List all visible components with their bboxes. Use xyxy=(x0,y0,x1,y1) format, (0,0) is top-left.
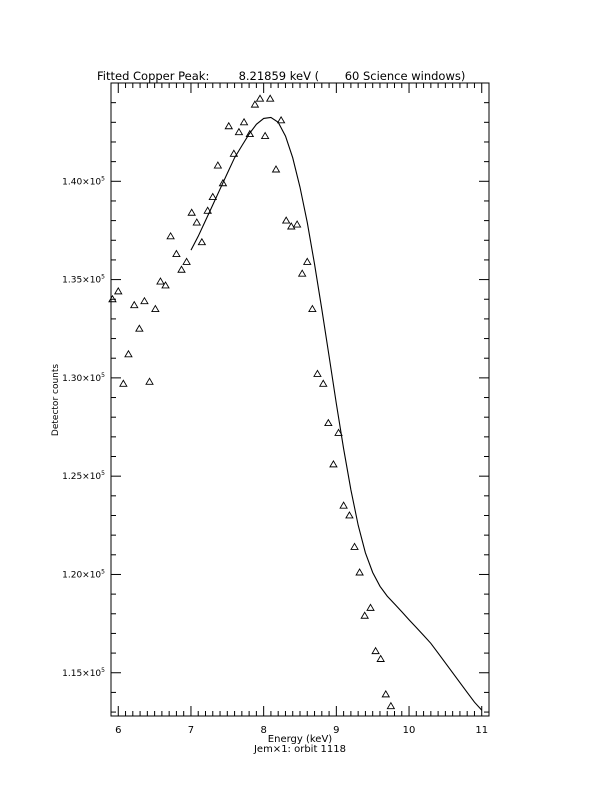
data-point xyxy=(314,370,321,376)
y-axis-label: Detector counts xyxy=(51,363,61,437)
data-point xyxy=(299,270,306,276)
data-point xyxy=(198,239,205,245)
y-tick-label: $1.15\times 10^5$ xyxy=(62,666,105,679)
data-point xyxy=(241,119,248,125)
data-point xyxy=(173,251,180,257)
data-point xyxy=(183,258,190,264)
data-point xyxy=(340,502,347,508)
data-point xyxy=(125,351,132,357)
x-axis-label: Energy (keV) xyxy=(267,734,333,745)
data-point xyxy=(387,703,394,709)
chart-subtitle: Jem×1: orbit 1118 xyxy=(253,744,347,755)
data-point xyxy=(367,604,374,610)
x-tick-label: 8 xyxy=(260,725,267,736)
data-point xyxy=(377,655,384,661)
x-tick-label: 7 xyxy=(187,725,195,736)
y-tick-label: $1.20\times 10^5$ xyxy=(62,568,105,581)
data-point xyxy=(193,219,200,225)
data-point xyxy=(214,162,221,168)
data-point xyxy=(330,461,337,467)
data-point xyxy=(351,543,358,549)
data-point xyxy=(136,325,143,331)
data-point xyxy=(235,129,242,135)
data-point xyxy=(120,380,127,386)
data-point xyxy=(304,258,311,264)
data-point xyxy=(167,233,174,239)
data-point xyxy=(346,512,353,518)
data-point xyxy=(273,166,280,172)
fit-curve xyxy=(191,117,482,710)
data-point xyxy=(309,306,316,312)
axes xyxy=(62,83,489,736)
data-point xyxy=(225,123,232,129)
data-point xyxy=(283,217,290,223)
data-point xyxy=(278,117,285,123)
x-tick-label: 6 xyxy=(115,725,122,736)
data-point xyxy=(361,612,368,618)
data-marks xyxy=(109,95,482,710)
y-tick-label: $1.30\times 10^5$ xyxy=(62,371,105,384)
data-point xyxy=(257,95,264,101)
data-point xyxy=(382,691,389,697)
data-point xyxy=(356,569,363,575)
data-point xyxy=(267,95,274,101)
chart-title: Fitted Copper Peak: 8.21859 keV ( 60 Science windows) xyxy=(97,69,466,83)
data-point xyxy=(141,298,148,304)
data-point xyxy=(262,133,269,139)
x-tick-label: 11 xyxy=(475,725,489,736)
data-point xyxy=(325,420,332,426)
data-point xyxy=(146,378,153,384)
data-point xyxy=(157,278,164,284)
data-point xyxy=(320,380,327,386)
y-tick-label: $1.25\times 10^5$ xyxy=(62,470,105,483)
data-point xyxy=(131,302,138,308)
x-tick-label: 9 xyxy=(333,725,340,736)
data-point xyxy=(152,306,159,312)
plot-frame xyxy=(111,83,489,716)
data-point xyxy=(294,221,301,227)
data-point xyxy=(372,648,379,654)
y-tick-label: $1.40\times 10^5$ xyxy=(62,175,105,188)
data-point xyxy=(178,266,185,272)
x-tick-label: 10 xyxy=(402,725,416,736)
data-point xyxy=(188,209,195,215)
y-tick-label: $1.35\times 10^5$ xyxy=(62,273,105,286)
data-point xyxy=(251,101,258,107)
data-point xyxy=(115,288,122,294)
